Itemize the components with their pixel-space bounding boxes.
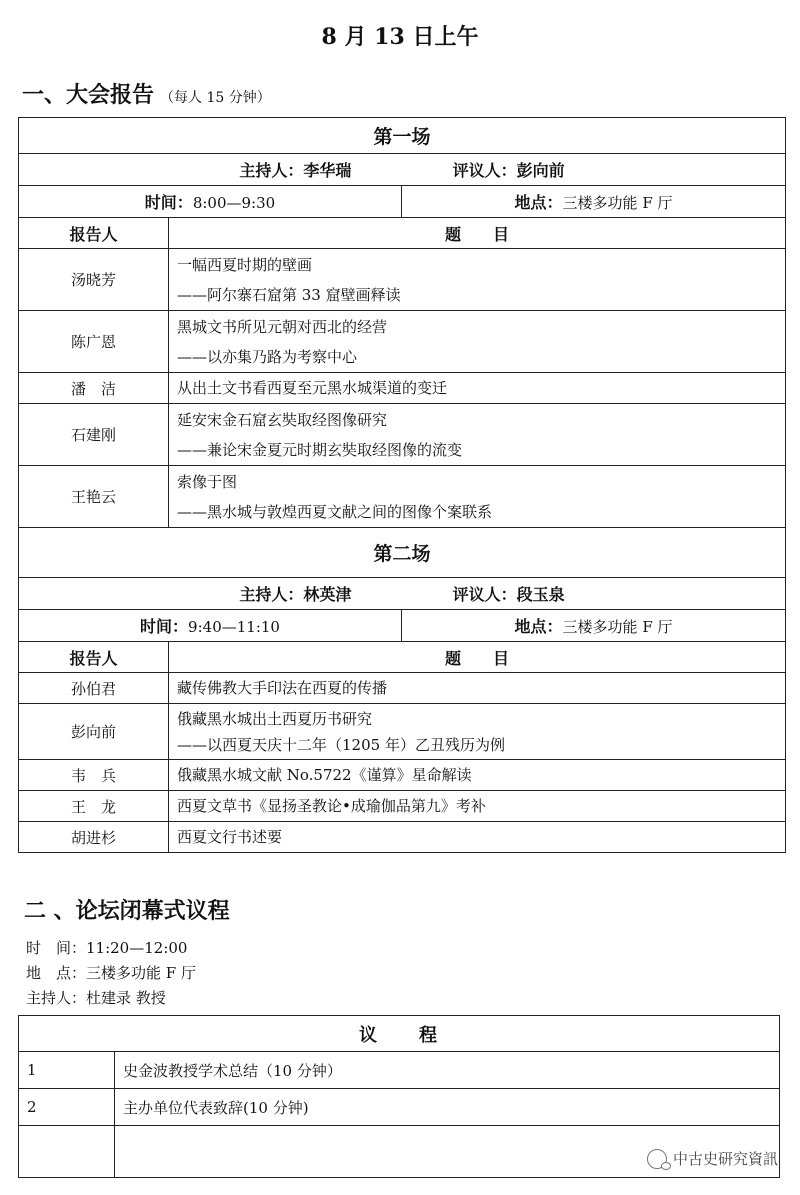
closing-time: 时 间：11:20—12:00	[26, 939, 188, 957]
speaker-name: 陈广恩	[19, 311, 169, 373]
speaker-name: 韦 兵	[19, 760, 169, 791]
section1-heading-text: 一、大会报告	[22, 82, 155, 108]
agenda-no: 2	[19, 1089, 115, 1126]
section1-note: （每人 15 分钟）	[160, 90, 271, 106]
speaker-name: 石建刚	[19, 404, 169, 466]
closing-host: 主持人：杜建录 教授	[26, 989, 166, 1007]
topic-cell	[169, 404, 786, 466]
table-row	[19, 311, 786, 373]
table-row	[19, 760, 786, 791]
place-value: 三楼多功能 F 厅	[562, 618, 673, 636]
table-row	[19, 791, 786, 822]
topic-line: 延安宋金石窟玄奘取经图像研究	[177, 410, 388, 429]
speaker-name: 王 龙	[19, 791, 169, 822]
topic-cell	[169, 466, 786, 528]
session-host: 主持人：林英津	[239, 585, 352, 604]
speaker-name: 潘 洁	[19, 373, 169, 404]
speaker-name: 王艳云	[19, 466, 169, 528]
watermark	[647, 1148, 778, 1169]
speaker-name: 胡进杉	[19, 822, 169, 853]
speaker-name: 彭向前	[19, 704, 169, 760]
agenda-row	[19, 1089, 780, 1126]
session-title: 第一场	[19, 118, 786, 154]
closing-place: 地 点：三楼多功能 F 厅	[26, 964, 196, 982]
topic-line: 俄藏黑水城出土西夏历书研究	[177, 709, 373, 728]
col-topic-header: 题 目	[169, 218, 786, 249]
speaker-name: 汤晓芳	[19, 249, 169, 311]
time-label: 时间：	[144, 193, 193, 212]
agenda-row	[19, 1052, 780, 1089]
agenda-no	[19, 1126, 115, 1178]
topic-line: 黑城文书所见元朝对西北的经营	[177, 317, 388, 336]
topic-cell	[169, 822, 786, 853]
table-row	[19, 373, 786, 404]
schedule-table	[18, 117, 786, 853]
topic-cell	[169, 760, 786, 791]
time-value: 9:40—11:10	[188, 618, 280, 636]
topic-subline: ——阿尔寨石窟第 33 窟壁画释读	[177, 285, 401, 304]
topic-cell	[169, 373, 786, 404]
session-place	[402, 610, 786, 642]
table-row	[19, 249, 786, 311]
session-host: 主持人：李华瑞	[239, 161, 352, 180]
place-value: 三楼多功能 F 厅	[562, 194, 673, 212]
section2-heading: 二 、论坛闭幕式议程	[24, 898, 230, 924]
speaker-name: 孙伯君	[19, 673, 169, 704]
topic-line: 西夏文行书述要	[177, 828, 283, 846]
topic-cell	[169, 311, 786, 373]
session-title: 第二场	[19, 528, 786, 578]
topic-line: 西夏文草书《显扬圣教论•成瑜伽品第九》考补	[177, 797, 486, 815]
time-label: 时间：	[140, 617, 189, 636]
topic-line: 从出土文书看西夏至元黑水城渠道的变迁	[177, 379, 448, 397]
time-value: 8:00—9:30	[192, 194, 276, 212]
topic-subline: ——以亦集乃路为考察中心	[177, 347, 358, 366]
wechat-icon	[647, 1149, 667, 1169]
session-time	[19, 186, 402, 218]
topic-line: 一幅西夏时期的壁画	[177, 255, 313, 274]
place-label: 地点：	[514, 193, 563, 212]
topic-line: 索像于图	[177, 472, 238, 491]
agenda-no: 1	[19, 1052, 115, 1089]
session-reviewer: 评议人：彭向前	[452, 161, 565, 180]
session-place	[402, 186, 786, 218]
session-host-row	[19, 154, 786, 186]
topic-line: 俄藏黑水城文献 No.5722《谨算》星命解读	[177, 766, 472, 784]
session-reviewer: 评议人：段玉泉	[452, 585, 565, 604]
session-host-row	[19, 578, 786, 610]
topic-line: 藏传佛教大手印法在西夏的传播	[177, 679, 388, 697]
agenda-header: 议 程	[19, 1016, 780, 1052]
page-title: 8 月 13 日上午	[321, 24, 479, 50]
topic-subline: ——以西夏天庆十二年（1205 年）乙丑残历为例	[177, 735, 505, 754]
agenda-text: 主办单位代表致辞(10 分钟)	[115, 1089, 780, 1126]
schedule-table-body	[19, 118, 786, 853]
agenda-text: 史金波教授学术总结（10 分钟）	[115, 1052, 780, 1089]
table-row	[19, 704, 786, 760]
watermark-text: 中古史研究資訊	[672, 1150, 778, 1168]
table-row	[19, 673, 786, 704]
topic-cell	[169, 791, 786, 822]
col-speaker-header: 报告人	[19, 218, 169, 249]
topic-cell	[169, 249, 786, 311]
topic-cell	[169, 704, 786, 760]
table-row	[19, 466, 786, 528]
table-row	[19, 404, 786, 466]
session-time	[19, 610, 402, 642]
topic-cell	[169, 673, 786, 704]
place-label: 地点：	[514, 617, 563, 636]
topic-subline: ——黑水城与敦煌西夏文献之间的图像个案联系	[177, 502, 493, 521]
topic-subline: ——兼论宋金夏元时期玄奘取经图像的流变	[177, 440, 463, 459]
col-speaker-header: 报告人	[19, 642, 169, 673]
table-row	[19, 822, 786, 853]
closing-info	[26, 936, 196, 1011]
section1-heading	[22, 78, 271, 109]
col-topic-header: 题 目	[169, 642, 786, 673]
